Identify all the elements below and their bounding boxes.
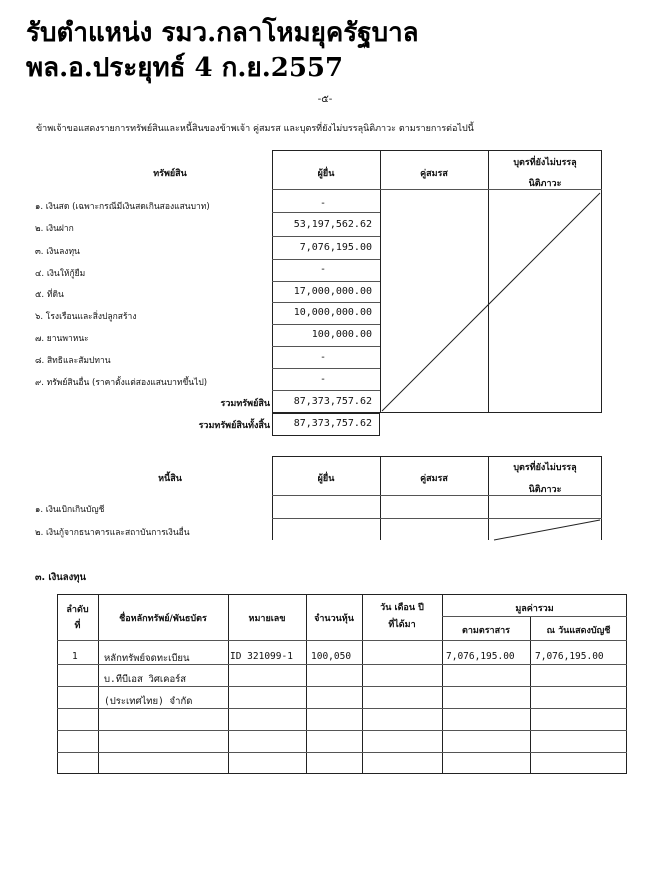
- assets-col-child-2: นิติภาวะ: [528, 179, 562, 189]
- asset-row-label: ๑. เงินสด (เฉพาะกรณีมีเงินสดเกินสองแสนบาท): [35, 202, 210, 212]
- assets-row-line: [272, 281, 380, 282]
- inv-col-value-group: มูลค่ารวม: [515, 604, 554, 614]
- asset-value: 17,000,000.00: [293, 286, 372, 297]
- liabilities-col-child-2: นิติภาวะ: [528, 485, 562, 495]
- asset-value: 10,000,000.00: [293, 307, 372, 318]
- inv-col-no-2: ที่: [74, 621, 81, 631]
- asset-row-label: ๖. โรงเรือนและสิ่งปลูกสร้าง: [35, 312, 137, 322]
- grand-total-value: 87,373,757.62: [293, 418, 372, 429]
- inv-row-line: [57, 752, 627, 753]
- inv-col-reported: ณ วันแสดงบัญชี: [546, 626, 611, 636]
- inv-row-number: ID 321099-1: [230, 651, 293, 662]
- inv-col-divider: [442, 594, 443, 774]
- inv-row-shares: 100,050: [311, 651, 352, 662]
- liabilities-heading: หนี้สิน: [158, 474, 182, 484]
- liabilities-col-spouse: คู่สมรส: [420, 474, 448, 484]
- asset-value: 53,197,562.62: [293, 219, 372, 230]
- asset-value: -: [319, 352, 327, 363]
- assets-row-line: [272, 212, 380, 213]
- assets-row-line: [272, 302, 380, 303]
- assets-row-line: [272, 236, 380, 237]
- assets-row-line: [272, 259, 380, 260]
- assets-strike-line: [380, 189, 602, 413]
- asset-value: -: [319, 374, 327, 385]
- assets-row-line: [272, 390, 380, 391]
- assets-row-line: [272, 368, 380, 369]
- inv-col-shares: จำนวนหุ้น: [314, 614, 354, 624]
- inv-header-divider: [57, 640, 627, 641]
- asset-value: -: [319, 198, 327, 209]
- liabilities-col-divider-1: [380, 456, 381, 540]
- liabilities-col-declarant: ผู้ยื่น: [317, 474, 335, 484]
- assets-row-line: [272, 324, 380, 325]
- asset-row-label: ๔. เงินให้กู้ยืม: [35, 269, 86, 279]
- asset-row-label: ๕. ที่ดิน: [35, 290, 64, 300]
- grand-total-label: รวมทรัพย์สินทั้งสิ้น: [198, 421, 270, 431]
- investments-section-title: ๓. เงินลงทุน: [35, 572, 87, 583]
- inv-col-face: ตามตราสาร: [462, 626, 510, 636]
- asset-value: -: [319, 264, 327, 275]
- page-number: -๕-: [317, 94, 333, 105]
- inv-row-no: 1: [72, 651, 78, 662]
- liabilities-col-child-1: บุตรที่ยังไม่บรรลุ: [513, 463, 577, 473]
- inv-row-line: [57, 730, 627, 731]
- asset-row-label: ๘. สิทธิและสัมปทาน: [35, 356, 111, 366]
- headline-line-1: รับตำแหน่ง รมว.กลาโหมยุครัฐบาล: [26, 18, 419, 48]
- asset-row-label: ๙. ทรัพย์สินอื่น (ราคาตั้งแต่สองแสนบาทขึ้นไป): [35, 378, 208, 388]
- assets-col-declarant: ผู้ยื่น: [317, 169, 335, 179]
- inv-col-name: ชื่อหลักทรัพย์/พันธบัตร: [119, 614, 207, 624]
- assets-col-child-1: บุตรที่ยังไม่บรรลุ: [513, 158, 577, 168]
- inv-row-face-value: 7,076,195.00: [446, 651, 515, 662]
- liability-row-label: ๒. เงินกู้จากธนาคารและสถาบันการเงินอื่น: [35, 528, 190, 538]
- asset-row-label: ๒. เงินฝาก: [35, 224, 74, 234]
- assets-total-value: 87,373,757.62: [293, 396, 372, 407]
- inv-row-name: บ.ทีบีเอส วิศเคอร์ส: [104, 674, 187, 685]
- assets-heading: ทรัพย์สิน: [153, 169, 187, 179]
- inv-group-divider: [442, 616, 627, 617]
- inv-col-date-2: ที่ได้มา: [388, 620, 416, 630]
- inv-row-name: (ประเทศไทย) จำกัด: [104, 696, 193, 707]
- inv-row-name: หลักทรัพย์จดทะเบียน: [104, 653, 190, 664]
- asset-row-label: ๓. เงินลงทุน: [35, 247, 80, 257]
- asset-value: 100,000.00: [311, 329, 372, 340]
- assets-total-label: รวมทรัพย์สิน: [220, 399, 270, 409]
- liability-row-label: ๑. เงินเบิกเกินบัญชี: [35, 505, 105, 515]
- headline-line-2: พล.อ.ประยุทธ์ 4 ก.ย.2557: [26, 53, 344, 83]
- assets-row-line: [272, 346, 380, 347]
- asset-row-label: ๗. ยานพาหนะ: [35, 334, 89, 344]
- inv-row-reported-value: 7,076,195.00: [535, 651, 604, 662]
- assets-col-spouse: คู่สมรส: [420, 169, 448, 179]
- inv-col-no-1: ลำดับ: [66, 605, 89, 615]
- inv-col-number: หมายเลข: [248, 614, 286, 624]
- intro-text: ข้าพเจ้าขอแสดงรายการทรัพย์สินและหนี้สินของข้าพเจ้า คู่สมรส และบุตรที่ยังไม่บรรลุนิติภาวะ ตามรายการต่อไปนี้: [36, 124, 474, 134]
- liabilities-strike-line: [488, 518, 602, 540]
- asset-value: 7,076,195.00: [299, 242, 372, 253]
- inv-col-date-1: วัน เดือน ปี: [380, 603, 424, 613]
